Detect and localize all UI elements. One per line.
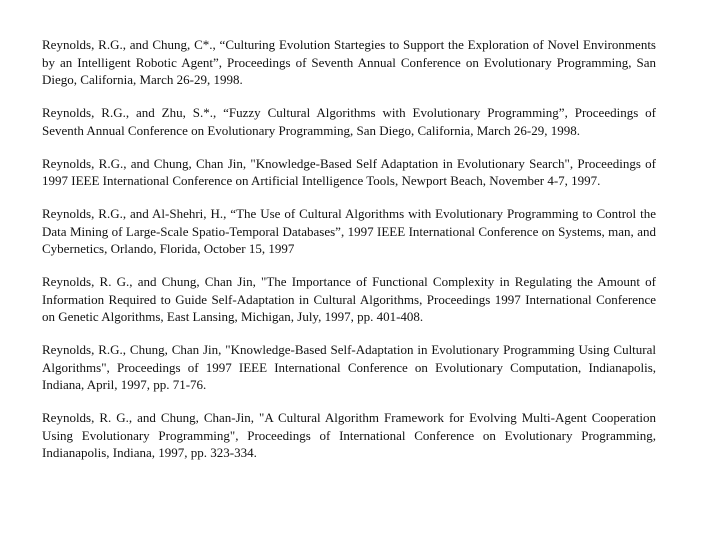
- reference-item-5: Reynolds, R. G., and Chung, Chan Jin, "The Importance of Functional Complexity in Regulating the Amount of Information Required to Guide Self-Adaptation in Cultural Algorithms, Proceedings 1997 International Conference on Genetic Algorithms, East Lansing, Michigan, July, 1997, pp. 401-408.: [42, 274, 656, 324]
- reference-list: [42, 36, 656, 477]
- reference-item-2: Reynolds, R.G., and Zhu, S.*., “Fuzzy Cultural Algorithms with Evolutionary Programming”, Proceedings of Seventh Annual Conference on Evolutionary Programming, San Diego, California, March 26-29, 1998.: [42, 105, 656, 138]
- reference-item-3: Reynolds, R.G., and Chung, Chan Jin, "Knowledge-Based Self Adaptation in Evolutionary Search", Proceedings of 1997 IEEE International Conference on Artificial Intelligence Tools, Newport Beach, November 4-7, 1997.: [42, 155, 656, 188]
- reference-item-1: Reynolds, R.G., and Chung, C*., “Culturing Evolution Startegies to Support the Exploration of Novel Environments by an Intelligent Robotic Agent”, Proceedings of Seventh Annual Conference on Evolutionary Programming, San Diego, California, March 26-29, 1998.: [42, 37, 656, 87]
- reference-item-4: Reynolds, R.G., and Al-Shehri, H., “The Use of Cultural Algorithms with Evolutionary Programming to Control the Data Mining of Large-Scale Spatio-Temporal Databases”, 1997 IEEE International Conference on Systems, man, and Cybernetics, Orlando, Florida, October 15, 1997: [42, 206, 656, 256]
- reference-item-6: Reynolds, R.G., Chung, Chan Jin, "Knowledge-Based Self-Adaptation in Evolutionary Programming Using Cultural Algorithms", Proceedings of 1997 IEEE International Conference on Evolutionary Computation, Indianapolis, Indiana, April, 1997, pp. 71-76.: [42, 342, 656, 392]
- reference-item-7: Reynolds, R. G., and Chung, Chan-Jin, "A Cultural Algorithm Framework for Evolving Multi-Agent Cooperation Using Evolutionary Programming", Proceedings of International Conference on Evolutionary Programming, Indianapolis, Indiana, 1997, pp. 323-334.: [42, 410, 656, 460]
